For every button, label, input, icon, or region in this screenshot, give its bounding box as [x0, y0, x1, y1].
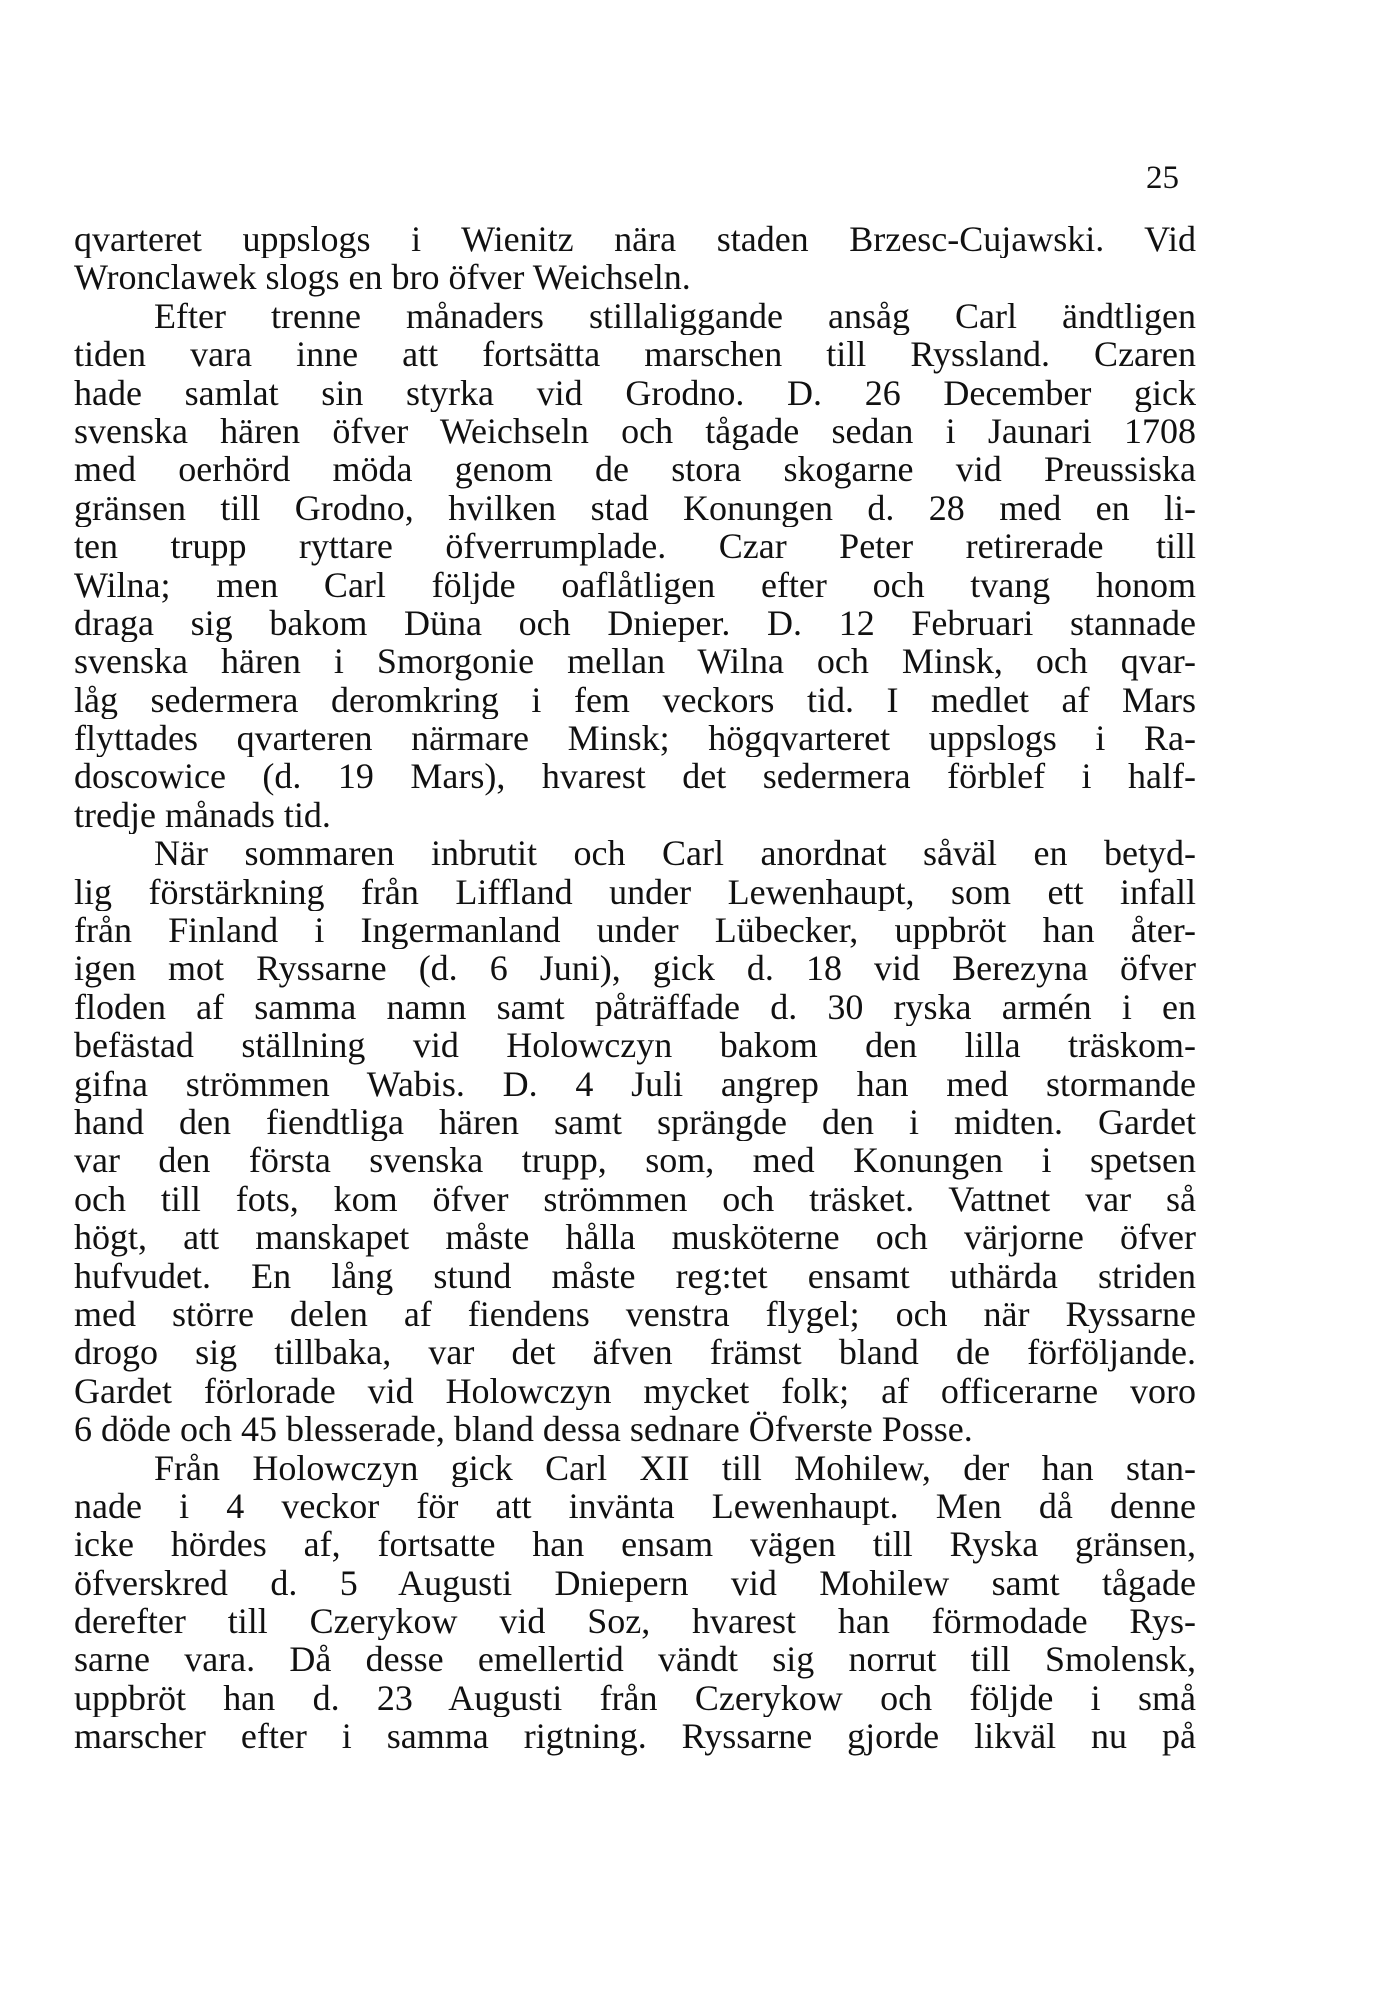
text-line: draga sig bakom Düna och Dnieper. D. 12 Februari stannade	[74, 603, 1196, 643]
text-line: befästad ställning vid Holowczyn bakom den lilla träskom-	[74, 1026, 1196, 1065]
text-line: Gardet förlorade vid Holowczyn mycket folk; af officerarne voro	[74, 1371, 1196, 1411]
text-line: gränsen till Grodno, hvilken stad Konungen d. 28 med en li-	[74, 488, 1196, 528]
text-line: med större delen af fiendens venstra flygel; och när Ryssarne	[74, 1294, 1196, 1334]
text-line: flyttades qvarteren närmare Minsk; högqvarteret uppslogs i Ra-	[74, 719, 1196, 758]
text-line: var den första svenska trupp, som, med Konungen i spetsen	[74, 1141, 1196, 1180]
page-number: 25	[1146, 160, 1179, 196]
text-line: lig förstärkning från Liffland under Lewenhaupt, som ett infall	[74, 872, 1196, 912]
text-line: gifna strömmen Wabis. D. 4 Juli angrep han med stormande	[74, 1064, 1196, 1103]
text-line: derefter till Czerykow vid Soz, hvarest han förmodade Rys-	[74, 1602, 1196, 1641]
text-line: sarne vara. Då desse emellertid vändt sig norrut till Smolensk,	[74, 1640, 1196, 1679]
text-line: icke hördes af, fortsatte han ensam vägen till Ryska gränsen,	[74, 1525, 1196, 1564]
text-line: öfverskred d. 5 Augusti Dniepern vid Mohilew samt tågade	[74, 1563, 1196, 1603]
text-line: qvarteret uppslogs i Wienitz nära staden Brzesc-Cujawski. Vid	[74, 220, 1196, 259]
text-line: igen mot Ryssarne (d. 6 Juni), gick d. 18 vid Berezyna öfver	[74, 949, 1196, 988]
text-line: Från Holowczyn gick Carl XII till Mohilew, der han stan-	[154, 1448, 1196, 1487]
text-line: och till fots, kom öfver strömmen och träsket. Vattnet var så	[74, 1179, 1196, 1219]
text-line: drogo sig tillbaka, var det äfven främst bland de förföljande.	[74, 1333, 1196, 1372]
text-line: uppbröt han d. 23 Augusti från Czerykow och följde i små	[74, 1678, 1196, 1718]
text-line: hand den fiendtliga hären samt sprängde den i midten. Gardet	[74, 1102, 1196, 1142]
text-line: Wronclawek slogs en bro öfver Weichseln.	[74, 258, 691, 297]
text-line: Wilna; men Carl följde oaflåtligen efter och tvang honom	[74, 565, 1196, 604]
text-line: tiden vara inne att fortsätta marschen till Ryssland. Czaren	[74, 335, 1196, 374]
text-line: från Finland i Ingermanland under Lübecker, uppbröt han åter-	[74, 911, 1196, 950]
text-line: doscowice (d. 19 Mars), hvarest det sedermera förblef i half-	[74, 757, 1196, 796]
text-line: tredje månads tid.	[74, 795, 331, 835]
text-line: hade samlat sin styrka vid Grodno. D. 26 December gick	[74, 373, 1196, 412]
text-line: floden af samma namn samt påträffade d. 30 ryska armén i en	[74, 987, 1196, 1027]
text-line: svenska hären öfver Weichseln och tågade sedan i Jaunari 1708	[74, 411, 1196, 451]
text-line: hufvudet. En lång stund måste reg:tet ensamt uthärda striden	[74, 1256, 1196, 1295]
body-text	[74, 220, 1196, 1756]
text-line: Efter trenne månaders stillaliggande ansåg Carl ändtligen	[154, 296, 1196, 336]
text-line: ten trupp ryttare öfverrumplade. Czar Peter retirerade till	[74, 527, 1196, 566]
text-line: högt, att manskapet måste hålla musköterne och värjorne öfver	[74, 1218, 1196, 1257]
text-line: marscher efter i samma rigtning. Ryssarne gjorde likväl nu på	[74, 1717, 1196, 1756]
text-line: med oerhörd möda genom de stora skogarne vid Preussiska	[74, 450, 1196, 489]
text-line: svenska hären i Smorgonie mellan Wilna och Minsk, och qvar-	[74, 642, 1196, 681]
text-line: nade i 4 veckor för att invänta Lewenhaupt. Men då denne	[74, 1486, 1196, 1526]
text-line: låg sedermera deromkring i fem veckors tid. I medlet af Mars	[74, 680, 1196, 720]
text-line: 6 döde och 45 blesserade, bland dessa sednare Öfverste Posse.	[74, 1410, 973, 1449]
text-line: När sommaren inbrutit och Carl anordnat såväl en betyd-	[154, 834, 1196, 873]
